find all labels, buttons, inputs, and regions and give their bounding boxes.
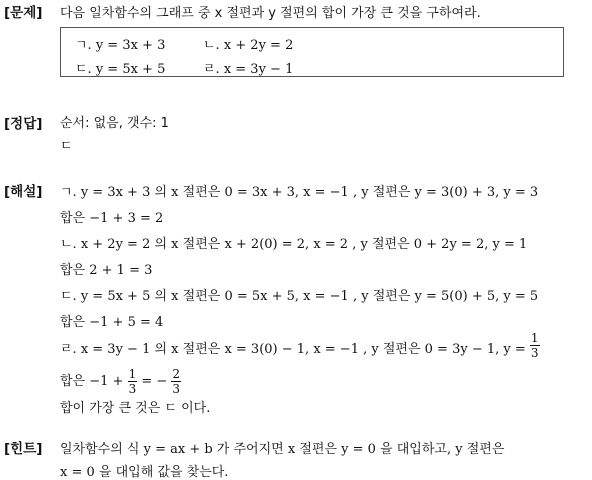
choice-2: ㄴ. x + 2y = 2 [203,38,294,53]
fraction-numerator: 1 [128,367,137,381]
solution-line-7 [60,331,540,360]
solution-line-6: 합은 −1 + 5 = 4 [60,315,164,330]
solution-line-8 [60,368,181,395]
answer-meta: 순서: 없음, 갯수: 1 [60,116,169,131]
fraction-denominator: 3 [128,382,137,396]
fraction-numerator: 1 [530,331,539,345]
solution-line-2: 합은 −1 + 3 = 2 [60,211,164,226]
solution-conclusion: 합이 가장 큰 것은 ㄷ 이다. [60,401,211,416]
fraction-numerator: 2 [172,367,181,381]
fraction-two-thirds [171,368,181,395]
fraction-one-third-b [128,368,138,395]
fraction-one-third [530,332,540,359]
fraction-denominator: 3 [172,382,181,396]
choice-1: ㄱ. y = 3x + 3 [75,38,166,53]
solution-line-7-text: ㄹ. x = 3y − 1 의 x 절편은 x = 3(0) − 1, x = −1 , y 절편은 0 = 3y − 1, y = [60,342,526,357]
problem-tag: [문제] [4,5,43,21]
choice-3: ㄷ. y = 5x + 5 [75,62,166,77]
solution-line-5: ㄷ. y = 5x + 5 의 x 절편은 0 = 5x + 5, x = −1 , y 절편은 y = 5(0) + 5, y = 5 [60,289,539,304]
solution-line-3: ㄴ. x + 2y = 2 의 x 절편은 x + 2(0) = 2, x = 2 , y 절편은 0 + 2y = 2, y = 1 [60,237,528,252]
hint-line-2: x = 0 을 대입해 값을 찾는다. [60,465,229,480]
hint-line-1: 일차함수의 식 y = ax + b 가 주어지면 x 절편은 y = 0 을 대입하고, y 절편은 [60,442,505,457]
solution-tag: [해설] [4,184,43,200]
fraction-denominator: 3 [530,346,539,360]
answer-tag: [정답] [4,116,43,132]
choice-4: ㄹ. x = 3y − 1 [203,62,294,77]
solution-line-8-text: 합은 −1 + [60,374,124,389]
equals-minus: = − [141,374,168,389]
hint-tag: [힌트] [4,441,43,457]
choices-box [60,27,564,77]
solution-line-4: 합은 2 + 1 = 3 [60,263,153,278]
solution-line-1: ㄱ. y = 3x + 3 의 x 절편은 0 = 3x + 3, x = −1 , y 절편은 y = 3(0) + 3, y = 3 [60,185,539,200]
problem-text: 다음 일차함수의 그래프 중 x 절편과 y 절편의 합이 가장 큰 것을 구하여라. [60,6,481,21]
answer-value: ㄷ [60,139,73,154]
